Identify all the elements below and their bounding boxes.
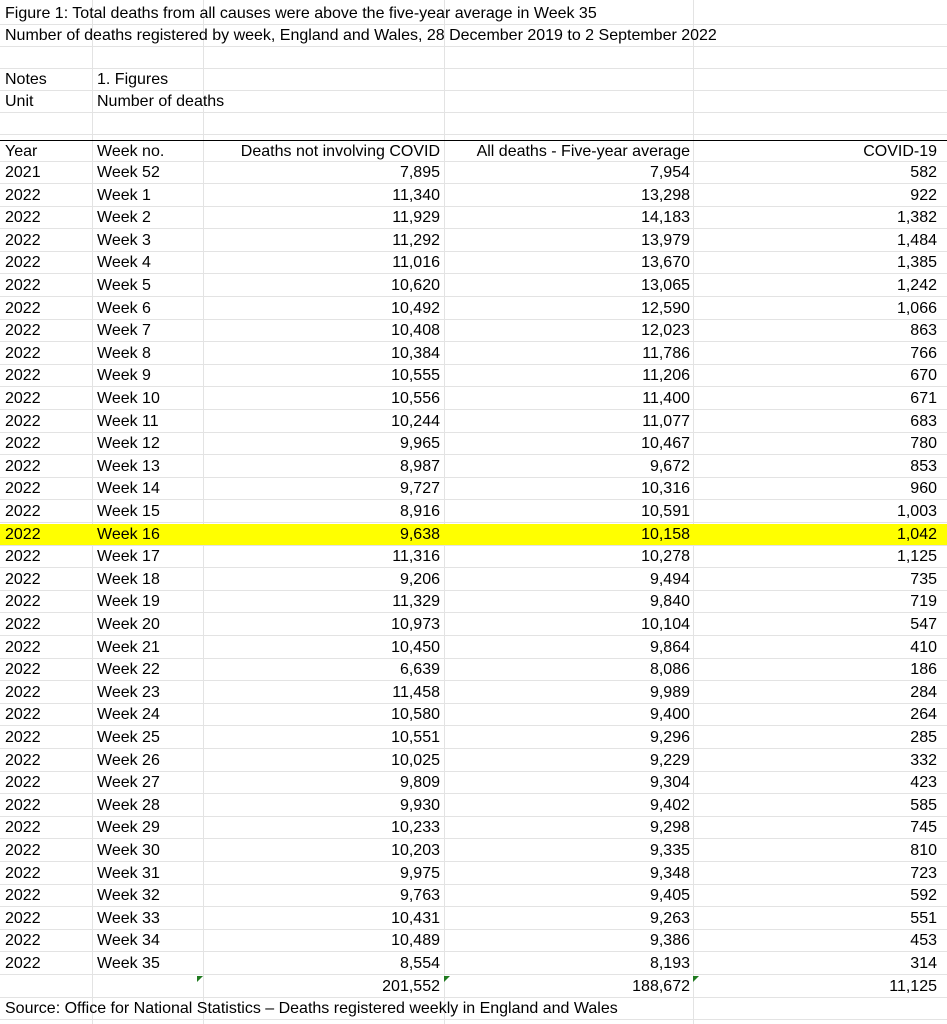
five-year-average-cell: 9,335 [649, 842, 690, 859]
year-cell: 2022 [5, 887, 41, 905]
covid-cell: 735 [910, 570, 937, 588]
five-year-average-cell: 9,229 [649, 751, 690, 769]
not-covid-cell: 10,025 [391, 751, 440, 769]
week-cell: Week 7 [97, 322, 151, 340]
title-row[interactable] [0, 3, 947, 25]
table-row[interactable] [0, 682, 947, 704]
not-covid-cell: 9,638 [399, 525, 440, 543]
table-row[interactable] [0, 591, 947, 613]
table-row[interactable] [0, 569, 947, 591]
five-year-average-cell: 9,840 [649, 593, 690, 611]
table-row[interactable] [0, 659, 947, 681]
table-row[interactable] [0, 388, 947, 410]
five-year-average-cell: 10,316 [641, 480, 690, 498]
five-year-average-cell: 12,590 [641, 299, 690, 317]
totals-row[interactable] [0, 976, 947, 998]
not-covid-cell: 8,554 [399, 955, 440, 972]
week-cell: Week 16 [97, 525, 160, 543]
not-covid-cell: 11,340 [392, 186, 440, 204]
header-five-year-average: All deaths - Five-year average [476, 143, 690, 160]
unit-value: Number of deaths [97, 93, 225, 110]
week-cell: Week 27 [97, 774, 160, 792]
covid-cell: 585 [910, 796, 937, 814]
covid-cell: 780 [910, 435, 937, 453]
five-year-average-cell: 12,023 [641, 322, 690, 340]
year-cell: 2022 [5, 254, 41, 272]
table-row[interactable] [0, 546, 947, 568]
week-cell: Week 30 [97, 842, 160, 859]
year-cell: 2022 [5, 819, 41, 837]
year-cell: 2022 [5, 457, 41, 475]
week-cell: Week 21 [97, 638, 160, 656]
week-cell: Week 23 [97, 683, 160, 701]
covid-cell: 745 [910, 819, 937, 837]
table-row[interactable] [0, 750, 947, 772]
week-cell: Week 13 [97, 457, 160, 475]
error-marker-icon [444, 976, 450, 982]
five-year-average-cell: 11,206 [642, 367, 690, 385]
covid-cell: 723 [910, 864, 937, 882]
year-cell: 2022 [5, 503, 41, 520]
header-week: Week no. [97, 143, 165, 160]
five-year-average-cell: 9,864 [649, 638, 690, 656]
year-cell: 2022 [5, 390, 41, 407]
table-row[interactable] [0, 704, 947, 726]
covid-cell: 592 [910, 887, 937, 905]
year-cell: 2022 [5, 751, 41, 769]
table-row[interactable] [0, 908, 947, 930]
five-year-average-cell: 11,077 [642, 412, 690, 430]
covid-cell: 423 [910, 774, 937, 792]
not-covid-cell: 9,206 [399, 570, 440, 588]
week-cell: Week 11 [97, 412, 159, 430]
week-cell: Week 32 [97, 887, 160, 905]
five-year-average-cell: 9,263 [649, 909, 690, 927]
year-cell: 2022 [5, 209, 41, 227]
table-row[interactable] [0, 885, 947, 907]
figure-subtitle: Number of deaths registered by week, England and Wales, 28 December 2019 to 2 September 2022 [5, 27, 717, 44]
week-cell: Week 14 [97, 480, 160, 498]
covid-cell: 582 [910, 164, 937, 181]
week-cell: Week 19 [97, 593, 160, 611]
five-year-average-cell: 11,400 [642, 390, 690, 407]
five-year-average-cell: 10,591 [641, 503, 690, 520]
year-cell: 2022 [5, 706, 41, 724]
figure-title: Figure 1: Total deaths from all causes were above the five-year average in Week 35 [5, 5, 597, 22]
not-covid-cell: 10,244 [391, 412, 440, 430]
covid-cell: 1,242 [896, 277, 937, 294]
covid-cell: 766 [910, 344, 937, 362]
not-covid-cell: 9,975 [399, 864, 440, 882]
not-covid-cell: 11,316 [392, 548, 440, 566]
year-cell: 2022 [5, 480, 41, 498]
covid-cell: 960 [910, 480, 937, 498]
not-covid-cell: 9,809 [399, 774, 440, 792]
table-row[interactable] [0, 320, 947, 342]
not-covid-cell: 9,930 [399, 796, 440, 814]
not-covid-cell: 11,458 [392, 683, 440, 701]
covid-cell: 186 [910, 661, 937, 679]
year-cell: 2022 [5, 367, 41, 385]
not-covid-cell: 10,431 [391, 909, 440, 927]
covid-cell: 1,484 [896, 231, 937, 249]
week-cell: Week 10 [97, 390, 160, 407]
source-row[interactable] [0, 998, 947, 1020]
week-cell: Week 1 [97, 186, 151, 204]
week-cell: Week 2 [97, 209, 151, 227]
not-covid-cell: 10,492 [391, 299, 440, 317]
total-covid: 11,125 [889, 977, 937, 995]
week-cell: Week 3 [97, 231, 151, 249]
year-cell: 2022 [5, 683, 41, 701]
notes-row[interactable] [0, 69, 947, 91]
week-cell: Week 22 [97, 661, 160, 679]
table-row[interactable] [0, 478, 947, 500]
error-marker-icon [197, 976, 203, 982]
unit-label: Unit [5, 93, 34, 110]
table-row[interactable] [0, 501, 947, 523]
covid-cell: 1,385 [896, 254, 937, 272]
table-row[interactable] [0, 953, 947, 975]
not-covid-cell: 10,384 [391, 344, 440, 362]
week-cell: Week 17 [97, 548, 160, 566]
header-year: Year [5, 143, 38, 160]
covid-cell: 1,382 [896, 209, 937, 227]
blank-row[interactable] [0, 113, 947, 135]
header-not-covid: Deaths not involving COVID [240, 143, 440, 160]
table-row[interactable] [0, 524, 947, 546]
not-covid-cell: 11,016 [392, 254, 440, 272]
covid-cell: 285 [910, 729, 937, 746]
covid-cell: 670 [910, 367, 937, 385]
year-cell: 2022 [5, 412, 41, 430]
week-cell: Week 4 [97, 254, 151, 272]
week-cell: Week 15 [97, 503, 160, 520]
covid-cell: 671 [910, 390, 937, 407]
week-cell: Week 18 [97, 570, 160, 588]
five-year-average-cell: 10,104 [641, 616, 690, 633]
not-covid-cell: 10,233 [391, 819, 440, 837]
table-row[interactable] [0, 840, 947, 862]
table-row[interactable] [0, 637, 947, 659]
not-covid-cell: 9,763 [399, 887, 440, 905]
year-cell: 2022 [5, 548, 41, 566]
total-not-covid: 201,552 [382, 977, 440, 995]
five-year-average-cell: 9,304 [649, 774, 690, 792]
table-row[interactable] [0, 343, 947, 365]
week-cell: Week 9 [97, 367, 151, 385]
year-cell: 2022 [5, 570, 41, 588]
five-year-average-cell: 11,786 [642, 344, 690, 362]
not-covid-cell: 8,987 [399, 457, 440, 475]
not-covid-cell: 10,450 [391, 638, 440, 656]
unit-row[interactable] [0, 91, 947, 113]
year-cell: 2022 [5, 593, 41, 611]
year-cell: 2022 [5, 842, 41, 859]
covid-cell: 922 [910, 186, 937, 204]
covid-cell: 1,042 [896, 525, 937, 543]
not-covid-cell: 10,580 [391, 706, 440, 724]
week-cell: Week 25 [97, 729, 160, 746]
table-row[interactable] [0, 456, 947, 478]
covid-cell: 1,125 [896, 548, 937, 566]
covid-cell: 683 [910, 412, 937, 430]
week-cell: Week 24 [97, 706, 160, 724]
five-year-average-cell: 10,467 [641, 435, 690, 453]
not-covid-cell: 11,929 [392, 209, 440, 227]
not-covid-cell: 10,489 [391, 932, 440, 950]
covid-cell: 332 [910, 751, 937, 769]
year-cell: 2022 [5, 909, 41, 927]
year-cell: 2022 [5, 638, 41, 656]
covid-cell: 1,066 [896, 299, 937, 317]
table-row[interactable] [0, 162, 947, 184]
covid-cell: 863 [910, 322, 937, 340]
year-cell: 2022 [5, 955, 41, 972]
not-covid-cell: 10,408 [391, 322, 440, 340]
table-row[interactable] [0, 727, 947, 749]
year-cell: 2022 [5, 864, 41, 882]
covid-cell: 547 [910, 616, 937, 633]
table-row[interactable] [0, 817, 947, 839]
week-cell: Week 34 [97, 932, 160, 950]
not-covid-cell: 9,727 [399, 480, 440, 498]
year-cell: 2022 [5, 774, 41, 792]
five-year-average-cell: 14,183 [641, 209, 690, 227]
not-covid-cell: 11,292 [392, 231, 440, 249]
year-cell: 2022 [5, 344, 41, 362]
total-five-year-average: 188,672 [632, 977, 690, 995]
five-year-average-cell: 9,386 [649, 932, 690, 950]
table-row[interactable] [0, 298, 947, 320]
year-cell: 2022 [5, 277, 41, 294]
notes-label: Notes [5, 71, 47, 88]
table-row[interactable] [0, 252, 947, 274]
table-row[interactable] [0, 411, 947, 433]
not-covid-cell: 11,329 [392, 593, 440, 611]
not-covid-cell: 10,555 [391, 367, 440, 385]
not-covid-cell: 10,973 [391, 616, 440, 633]
not-covid-cell: 7,895 [399, 164, 440, 181]
notes-value: 1. Figures [97, 71, 169, 88]
table-row[interactable] [0, 365, 947, 387]
year-cell: 2021 [5, 164, 41, 181]
week-cell: Week 8 [97, 344, 151, 362]
year-cell: 2022 [5, 616, 41, 633]
table-row[interactable] [0, 795, 947, 817]
five-year-average-cell: 9,402 [649, 796, 690, 814]
table-row[interactable] [0, 930, 947, 952]
week-cell: Week 31 [97, 864, 160, 882]
not-covid-cell: 10,551 [391, 729, 440, 746]
header-covid: COVID-19 [863, 143, 937, 160]
not-covid-cell: 9,965 [399, 435, 440, 453]
table-row[interactable] [0, 433, 947, 455]
week-cell: Week 33 [97, 909, 160, 927]
five-year-average-cell: 9,989 [649, 683, 690, 701]
year-cell: 2022 [5, 525, 41, 543]
week-cell: Week 28 [97, 796, 160, 814]
week-cell: Week 6 [97, 299, 151, 317]
table-row[interactable] [0, 772, 947, 794]
table-row[interactable] [0, 230, 947, 252]
table-row[interactable] [0, 614, 947, 636]
covid-cell: 314 [910, 955, 937, 972]
week-cell: Week 35 [97, 955, 160, 972]
five-year-average-cell: 13,065 [641, 277, 690, 294]
year-cell: 2022 [5, 186, 41, 204]
week-cell: Week 5 [97, 277, 151, 294]
five-year-average-cell: 8,086 [649, 661, 690, 679]
not-covid-cell: 10,556 [391, 390, 440, 407]
five-year-average-cell: 10,158 [641, 525, 690, 543]
five-year-average-cell: 9,298 [649, 819, 690, 837]
not-covid-cell: 8,916 [399, 503, 440, 520]
five-year-average-cell: 9,296 [649, 729, 690, 746]
five-year-average-cell: 9,672 [649, 457, 690, 475]
five-year-average-cell: 9,494 [649, 570, 690, 588]
five-year-average-cell: 13,298 [641, 186, 690, 204]
year-cell: 2022 [5, 661, 41, 679]
five-year-average-cell: 9,405 [649, 887, 690, 905]
year-cell: 2022 [5, 231, 41, 249]
week-cell: Week 29 [97, 819, 160, 837]
five-year-average-cell: 13,670 [641, 254, 690, 272]
subtitle-row[interactable] [0, 25, 947, 47]
table-row[interactable] [0, 207, 947, 229]
year-cell: 2022 [5, 435, 41, 453]
week-cell: Week 52 [97, 164, 160, 181]
covid-cell: 810 [910, 842, 937, 859]
table-row[interactable] [0, 185, 947, 207]
covid-cell: 853 [910, 457, 937, 475]
five-year-average-cell: 8,193 [649, 955, 690, 972]
year-cell: 2022 [5, 322, 41, 340]
covid-cell: 719 [910, 593, 937, 611]
five-year-average-cell: 13,979 [641, 231, 690, 249]
not-covid-cell: 10,203 [391, 842, 440, 859]
covid-cell: 264 [910, 706, 937, 724]
year-cell: 2022 [5, 796, 41, 814]
week-cell: Week 20 [97, 616, 160, 633]
not-covid-cell: 6,639 [399, 661, 440, 679]
year-cell: 2022 [5, 729, 41, 746]
header-row[interactable] [0, 140, 947, 162]
covid-cell: 1,003 [896, 503, 937, 520]
source-note: Source: Office for National Statistics – Deaths registered weekly in England and Wales [5, 1000, 618, 1018]
blank-row[interactable] [0, 47, 947, 69]
week-cell: Week 26 [97, 751, 160, 769]
table-row[interactable] [0, 863, 947, 885]
five-year-average-cell: 7,954 [649, 164, 690, 181]
week-cell: Week 12 [97, 435, 160, 453]
covid-cell: 410 [910, 638, 937, 656]
five-year-average-cell: 9,348 [649, 864, 690, 882]
year-cell: 2022 [5, 299, 41, 317]
covid-cell: 284 [910, 683, 937, 701]
not-covid-cell: 10,620 [391, 277, 440, 294]
year-cell: 2022 [5, 932, 41, 950]
covid-cell: 551 [910, 909, 937, 927]
table-row[interactable] [0, 275, 947, 297]
five-year-average-cell: 9,400 [649, 706, 690, 724]
covid-cell: 453 [910, 932, 937, 950]
error-marker-icon [693, 976, 699, 982]
five-year-average-cell: 10,278 [641, 548, 690, 566]
